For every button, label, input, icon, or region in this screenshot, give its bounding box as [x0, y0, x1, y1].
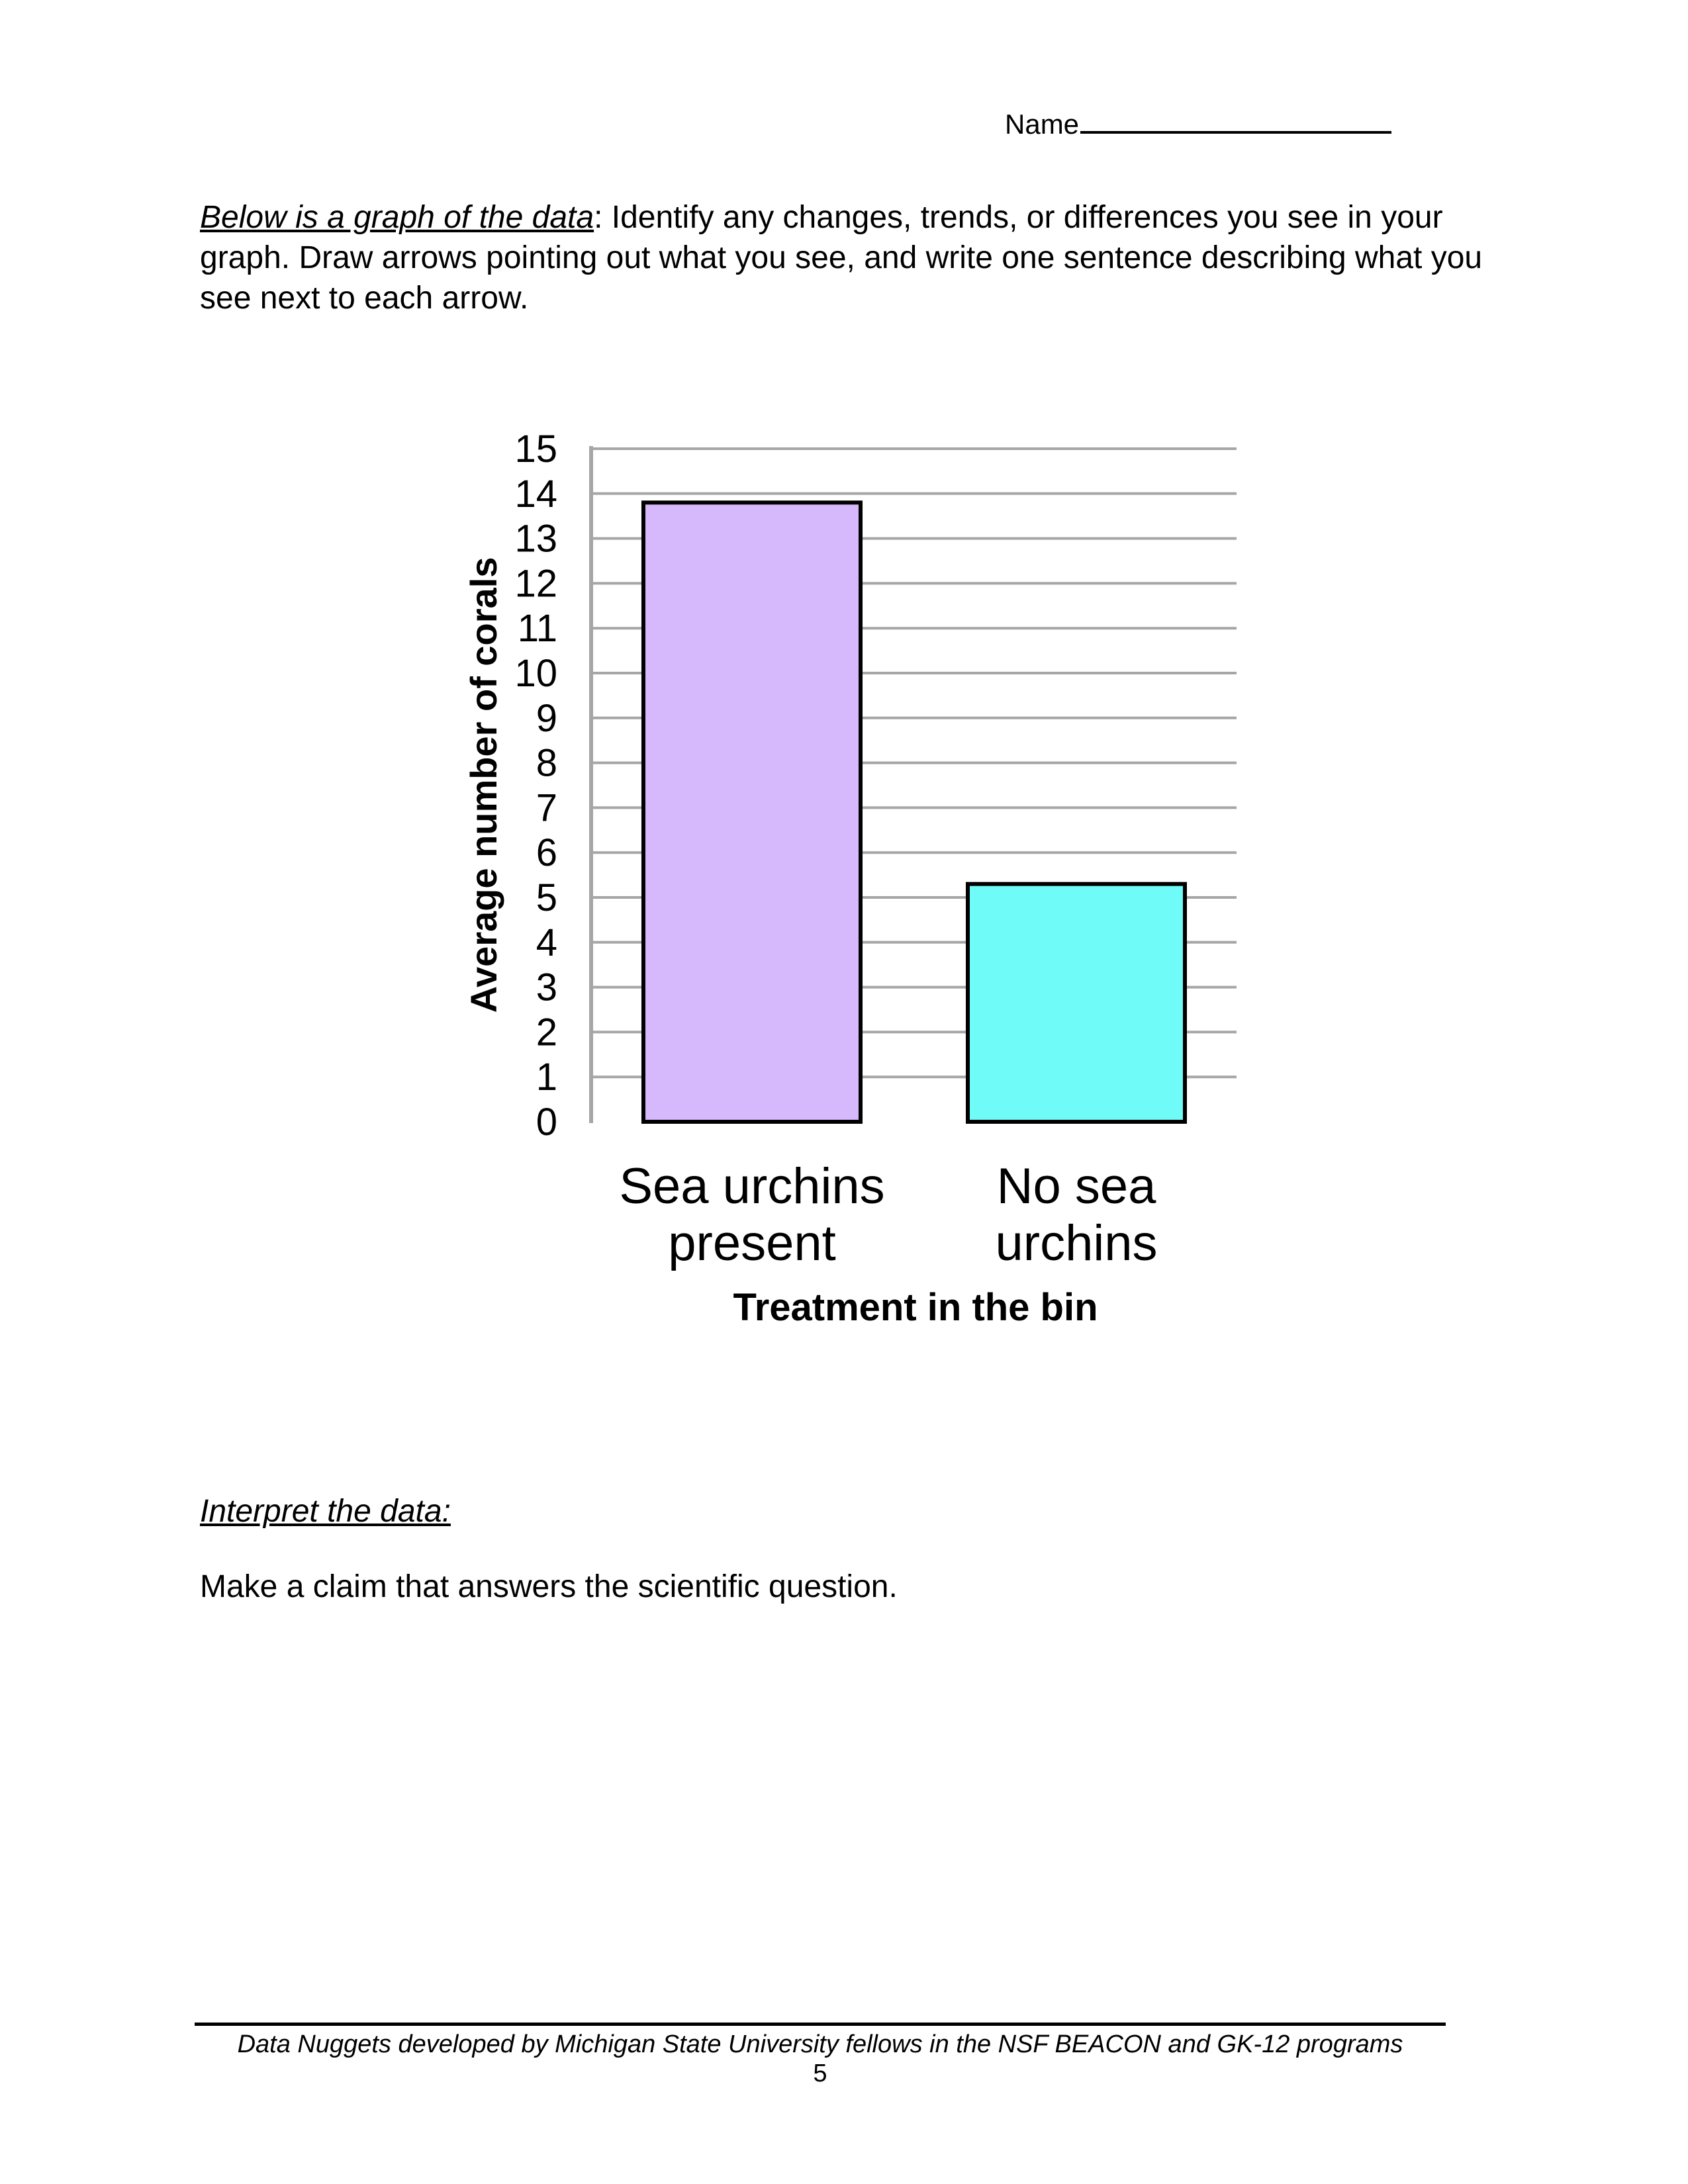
x-category-line: urchins — [995, 1215, 1158, 1271]
bar-1 — [643, 502, 861, 1122]
x-category-line: present — [668, 1215, 836, 1271]
y-tick-label: 4 — [536, 921, 557, 964]
x-category-label — [619, 1158, 884, 1271]
interpret-heading: Interpret the data: — [200, 1494, 451, 1529]
y-tick-label: 2 — [536, 1011, 557, 1054]
x-category-label — [996, 1158, 1158, 1271]
page-number: 5 — [813, 2060, 827, 2087]
y-tick-label: 13 — [514, 517, 557, 561]
y-tick-label: 3 — [536, 966, 557, 1009]
instructions-lead: Below is a graph of the data — [200, 200, 594, 235]
x-category-line: No sea — [996, 1158, 1156, 1214]
x-axis-label: Treatment in the bin — [733, 1286, 1098, 1329]
y-tick-label: 1 — [536, 1056, 557, 1099]
y-tick-label: 15 — [514, 428, 557, 471]
x-category-line: Sea urchins — [619, 1158, 885, 1214]
y-tick-label: 6 — [536, 831, 557, 875]
chart-x-categories — [619, 1158, 1157, 1271]
y-tick-label: 10 — [514, 652, 557, 695]
bar-2 — [968, 884, 1185, 1122]
y-tick-label: 11 — [517, 607, 557, 651]
y-axis-label: Average number of corals — [463, 557, 504, 1013]
footer-divider — [195, 2023, 1446, 2026]
y-tick-label: 12 — [514, 562, 557, 606]
chart-bars — [643, 502, 1185, 1122]
name-label: Name — [1005, 109, 1080, 140]
instructions-text: : Identify any changes, trends, or differences you see in your graph. Draw arrows pointing out what you see, and write one sentence describing what you see next to each arrow. — [200, 200, 1483, 316]
chart-y-ticks — [514, 428, 557, 1144]
claim-prompt: Make a claim that answers the scientific question. — [200, 1569, 898, 1604]
y-tick-label: 14 — [514, 472, 557, 516]
y-tick-label: 0 — [536, 1101, 557, 1144]
y-tick-label: 5 — [536, 876, 557, 919]
y-tick-label: 8 — [536, 741, 557, 785]
y-tick-label: 9 — [536, 696, 557, 740]
footer-credit: Data Nuggets developed by Michigan State University fellows in the NSF BEACON and GK-12 programs — [237, 2030, 1403, 2058]
y-tick-label: 7 — [536, 786, 557, 830]
